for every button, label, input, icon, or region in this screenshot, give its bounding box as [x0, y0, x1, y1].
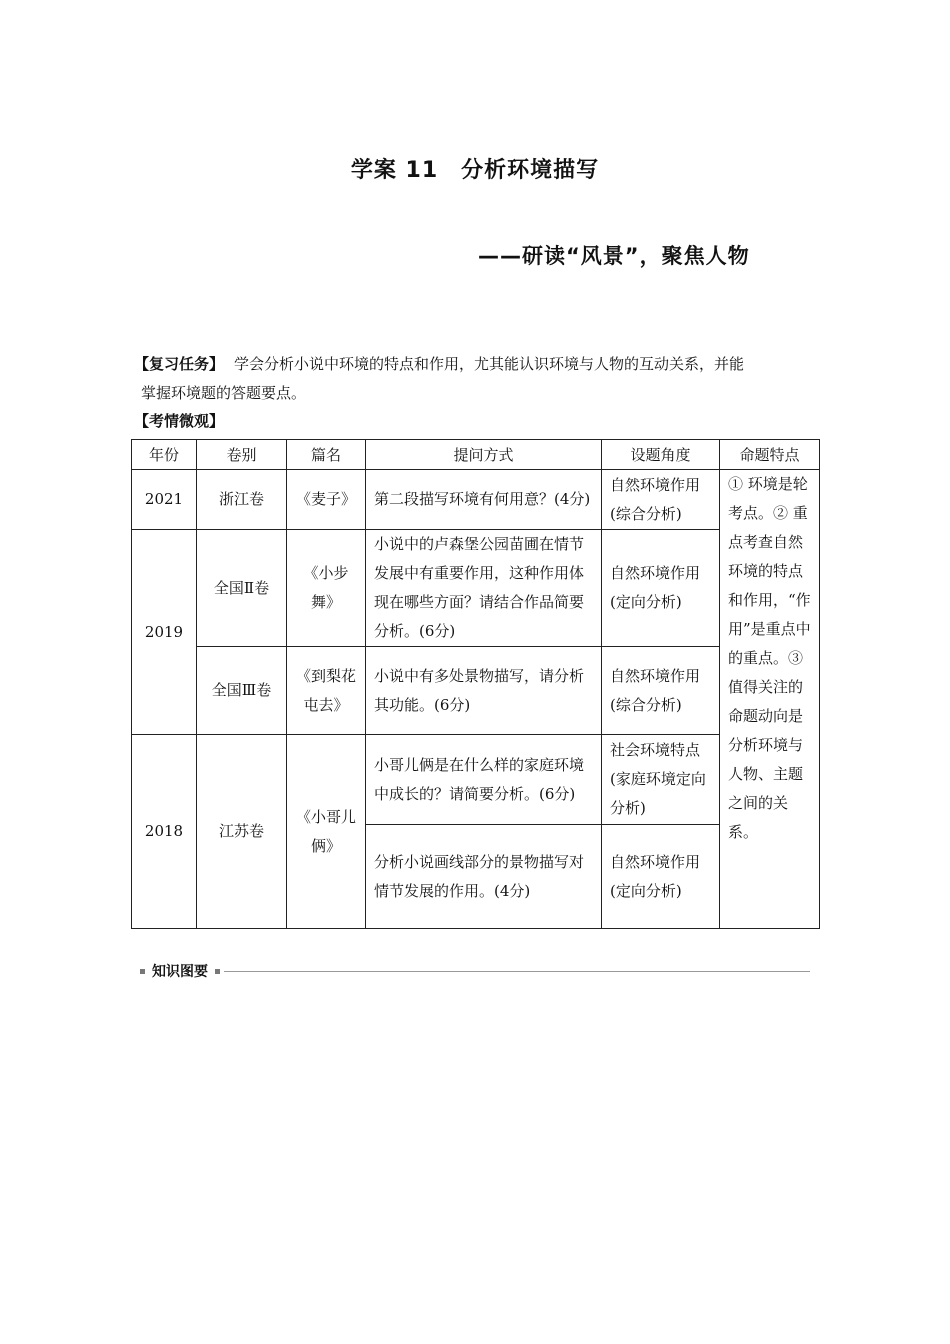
- page-subtitle: ——研读“风景”，聚焦人物: [478, 244, 750, 268]
- review-task-text-1: 学会分析小说中环境的特点和作用，尤其能认识环境与人物的互动关系，并能: [234, 355, 745, 373]
- page-title: 学案 11 分析环境描写: [350, 158, 600, 183]
- cell-angle: 社会环境特点(家庭环境定向分析): [602, 735, 720, 825]
- cell-question: 小哥儿俩是在什么样的家庭环境中成长的？请简要分析。(6分): [366, 735, 602, 825]
- cell-title: 《麦子》: [287, 470, 366, 530]
- cell-paper: 全国Ⅱ卷: [197, 530, 287, 647]
- cell-question: 分析小说画线部分的景物描写对情节发展的作用。(4分): [366, 825, 602, 929]
- cell-year: 2019: [132, 530, 197, 735]
- header-features: 命题特点: [720, 440, 820, 470]
- exam-table: [131, 439, 820, 929]
- header-paper: 卷别: [197, 440, 287, 470]
- divider-line: [224, 971, 810, 972]
- cell-title: 《小哥儿俩》: [287, 735, 366, 929]
- exam-overview-label: 【考情微观】: [134, 412, 225, 430]
- cell-title: 《到梨花屯去》: [287, 647, 366, 735]
- cell-angle: 自然环境作用(综合分析): [602, 470, 720, 530]
- review-task: [134, 350, 818, 408]
- cell-question: 小说中有多处景物描写，请分析其功能。(6分): [366, 647, 602, 735]
- cell-title: 《小步舞》: [287, 530, 366, 647]
- cell-paper: 江苏卷: [197, 735, 287, 929]
- header-angle: 设题角度: [602, 440, 720, 470]
- table-row: [132, 530, 820, 647]
- cell-angle: 自然环境作用(定向分析): [602, 825, 720, 929]
- knowledge-map-divider: [140, 960, 810, 982]
- square-bullet-icon: [215, 969, 220, 974]
- cell-paper: 全国Ⅲ卷: [197, 647, 287, 735]
- cell-paper: 浙江卷: [197, 470, 287, 530]
- cell-year: 2021: [132, 470, 197, 530]
- table-row: [132, 647, 820, 735]
- cell-year: 2018: [132, 735, 197, 929]
- review-task-text-2: 掌握环境题的答题要点。: [141, 384, 307, 402]
- knowledge-map-label: 知识图要: [152, 964, 208, 980]
- cell-features: ① 环境是轮考点。② 重点考查自然环境的特点和作用，“作用”是重点中的重点。③ 值得关注的命题动向是分析环境与人物、主题之间的关系。: [720, 470, 820, 929]
- header-year: 年份: [132, 440, 197, 470]
- cell-angle: 自然环境作用(定向分析): [602, 530, 720, 647]
- cell-question: 小说中的卢森堡公园苗圃在情节发展中有重要作用，这种作用体现在哪些方面？请结合作品简要分析。(6分): [366, 530, 602, 647]
- cell-question: 第二段描写环境有何用意？(4分): [366, 470, 602, 530]
- table-row: [132, 735, 820, 825]
- cell-angle: 自然环境作用(综合分析): [602, 647, 720, 735]
- header-question: 提问方式: [366, 440, 602, 470]
- table-row: [132, 470, 820, 530]
- review-task-label: 【复习任务】: [134, 355, 225, 373]
- square-bullet-icon: [140, 969, 145, 974]
- table-header-row: [132, 440, 820, 470]
- header-title: 篇名: [287, 440, 366, 470]
